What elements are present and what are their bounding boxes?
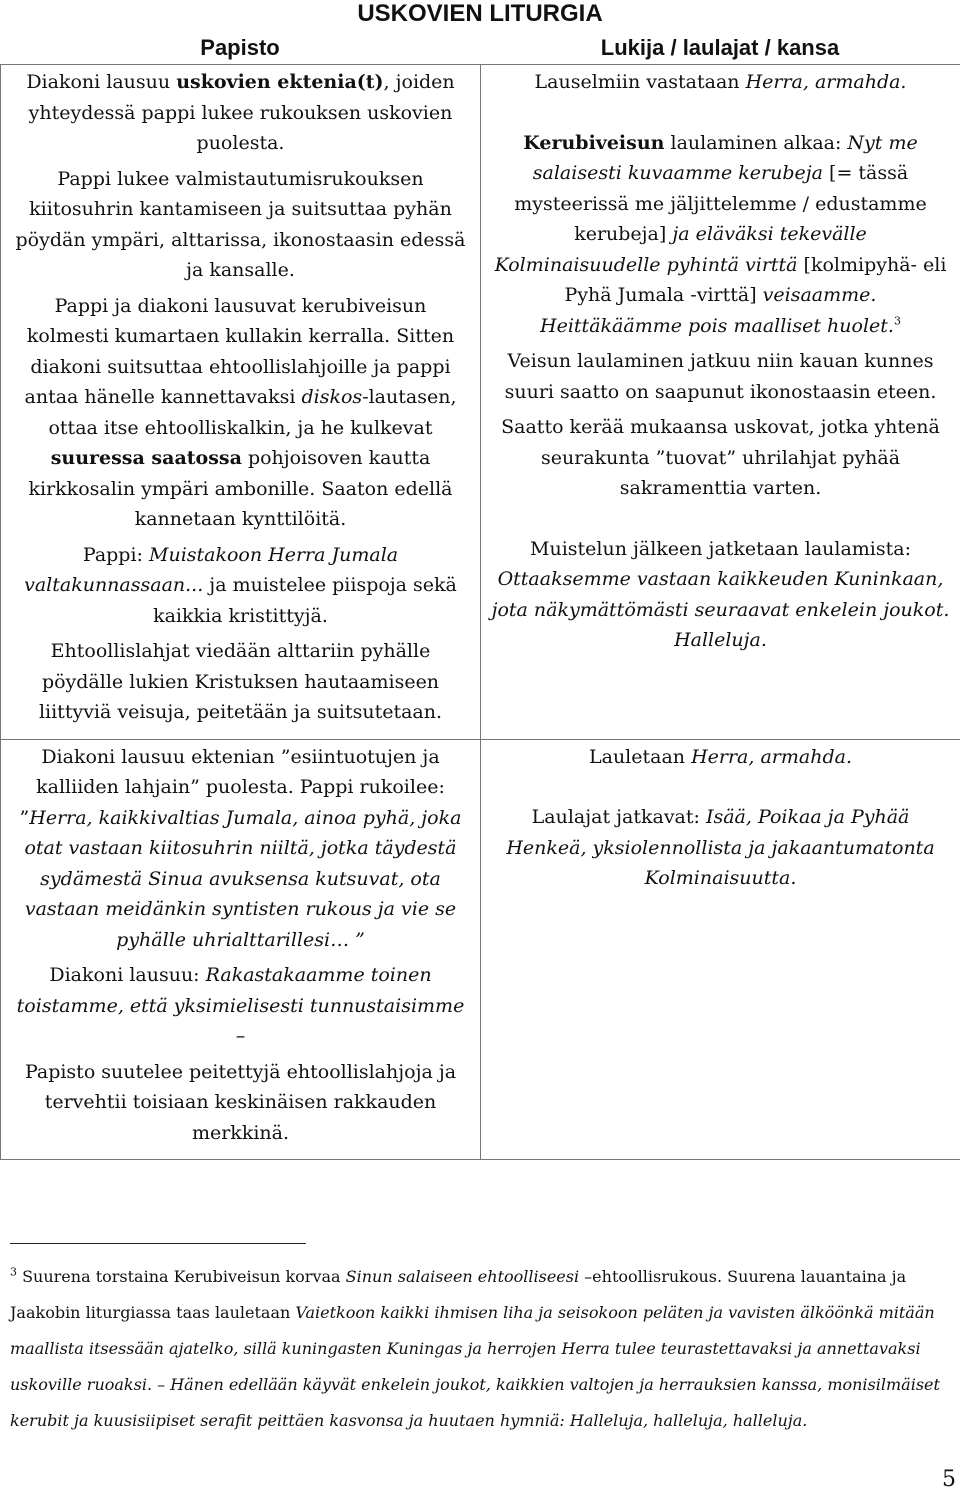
text: -lautasen, ottaa itse ehtoolliskalkin, ja he kulkevat (48, 386, 456, 439)
page-number: 5 (942, 1468, 956, 1492)
italic-text: Herra, armahda. (691, 746, 852, 768)
table-row (1, 739, 960, 1160)
text: Lauletaan (589, 746, 691, 768)
italic-text: Nyt me salaisesti kuvaamme kerubeja (533, 132, 918, 185)
text: Muistelun jälkeen jatketaan laulamista: (530, 538, 911, 560)
text: [kolmipyhä- eli Pyhä Jumala -virttä] (565, 254, 947, 307)
text: Suurena torstaina Kerubiveisun korvaa (17, 1267, 346, 1286)
footnote-rule (10, 1243, 306, 1244)
paragraph: Ehtoollislahjat viedään alttariin pyhälle pöydälle lukien Kristuksen hautaamiseen liittyviä veisuja, peitetään ja suitsutetaan. (11, 636, 470, 728)
footnote (10, 1259, 950, 1439)
text: Laulajat jatkavat: (532, 806, 706, 828)
clergy-cell (1, 739, 481, 1160)
liturgy-table (0, 64, 960, 1160)
paragraph (11, 960, 470, 1052)
text: pohjoisoven kautta kirkkosalin ympäri ambonille. Saaton edellä kannetaan kynttilöitä. (29, 447, 453, 530)
italic-text: Herra, kaikkivaltias Jumala, ainoa pyhä, joka otat vastaan kiitosuhrin niiltä, jotka täydestä sydämestä Sinua avuksensa kutsuvat, ota vastaan meidänkin syntisten rukous ja vie se pyhälle uhrialttarillesi… ” (24, 807, 461, 951)
bold-text: Kerubiveisun (523, 132, 664, 154)
paragraph (491, 534, 950, 656)
paragraph (11, 291, 470, 535)
italic-text: ja eläväksi tekevälle Kolminaisuudelle pyhintä virttä (495, 223, 867, 276)
italic-text: Isää, Poikaa ja Pyhää Henkeä, yksiolennollista ja jakaantumatonta Kolminaisuutta. (506, 806, 934, 889)
text: ja muistelee piispoja sekä kaikkia kristittyjä. (153, 574, 457, 627)
footnote-marker: 3 (894, 314, 901, 327)
paragraph (491, 742, 950, 773)
bold-text: suuressa saatossa (51, 447, 242, 469)
italic-text: diskos (301, 386, 362, 408)
italic-text: Sinun salaiseen ehtoolliseesi (346, 1267, 579, 1286)
paragraph (11, 67, 470, 159)
italic-text: Muistakoon Herra Jumala valtakunnassaan... (24, 544, 398, 597)
text: Diakoni lausuu ektenian ”esiintuotujen ja kalliiden lahjain” puolesta. Pappi rukoilee: ” (20, 746, 445, 829)
paragraph: Papisto suutelee peitettyjä ehtoollislahjoja ja tervehtii toisiaan keskinäisen rakkauden merkkinä. (11, 1057, 470, 1149)
paragraph (491, 128, 950, 342)
column-header-congregation: Lukija / laulajat / kansa (480, 34, 960, 62)
text: , joiden yhteydessä pappi lukee rukouksen uskovien puolesta. (29, 71, 455, 154)
paragraph: Saatto kerää mukaansa uskovat, jotka yhtenä seurakunta ”tuovat” uhrilahjat pyhää sakramenttia varten. (491, 412, 950, 504)
text: –ehtoollisrukous. Suurena lauantaina ja Jaakobin liturgiassa taas lauletaan (10, 1267, 906, 1322)
footnote-number: 3 (10, 1266, 17, 1279)
paragraph (491, 802, 950, 894)
clergy-cell (1, 65, 481, 740)
italic-text: Vaietkoon kaikki ihmisen liha ja seisokoon peläten ja vavisten älköönkä mitään maallista itsessään ajatelko, sillä kuningasten Kuningas ja herrojen Herra tulee teurastettavaksi ja annettavaksi uskoville ruoaksi. – Hänen edellään käyvät enkelein joukot, kaikkien valtojen ja herrauksien kanssa, monisilmäiset kerubit ja kuusisiipiset serafit peittäen kasvonsa ja huutaen hymniä: Halleluja, halleluja, halleluja. (10, 1303, 940, 1430)
text: laulaminen alkaa: (664, 132, 847, 154)
page-title: USKOVIEN LITURGIA (0, 0, 960, 28)
paragraph (11, 742, 470, 956)
italic-text: veisaamme. Heittäkäämme pois maalliset huolet. (540, 284, 894, 337)
text: Pappi: (83, 544, 149, 566)
bold-text: uskovien ektenia(t) (176, 71, 383, 93)
text: [= tässä mysteerissä me jäljittelemme / edustamme kerubeja] (514, 162, 926, 245)
table-row (1, 65, 960, 740)
italic-text: Rakastakaamme toinen toistamme, että yksimielisesti tunnustaisimme – (17, 964, 465, 1047)
text: Diakoni lausuu: (49, 964, 205, 986)
text: Pappi ja diakoni lausuvat kerubiveisun kolmesti kumartaen kullakin kerralla. Sitten diakoni suitsuttaa ehtoollislahjoille ja pappi antaa hänelle kannettavaksi (25, 295, 455, 409)
paragraph: Pappi lukee valmistautumisrukouksen kiitosuhrin kantamiseen ja suitsuttaa pyhän pöydän ympäri, alttarissa, ikonostaasin edessä ja kansalle. (11, 164, 470, 286)
paragraph (11, 540, 470, 632)
column-header-clergy: Papisto (0, 34, 480, 62)
text: Lauselmiin vastataan (535, 71, 746, 93)
paragraph: Veisun laulaminen jatkuu niin kauan kunnes suuri saatto on saapunut ikonostaasin eteen. (491, 346, 950, 407)
italic-text: Herra, armahda. (746, 71, 907, 93)
congregation-cell (481, 65, 960, 740)
paragraph (491, 67, 950, 98)
congregation-cell (481, 739, 960, 1160)
italic-text: Ottaaksemme vastaan kaikkeuden Kuninkaan, jota näkymättömästi seuraavat enkelein joukot. Halleluja. (492, 568, 950, 651)
text: Diakoni lausuu (26, 71, 176, 93)
